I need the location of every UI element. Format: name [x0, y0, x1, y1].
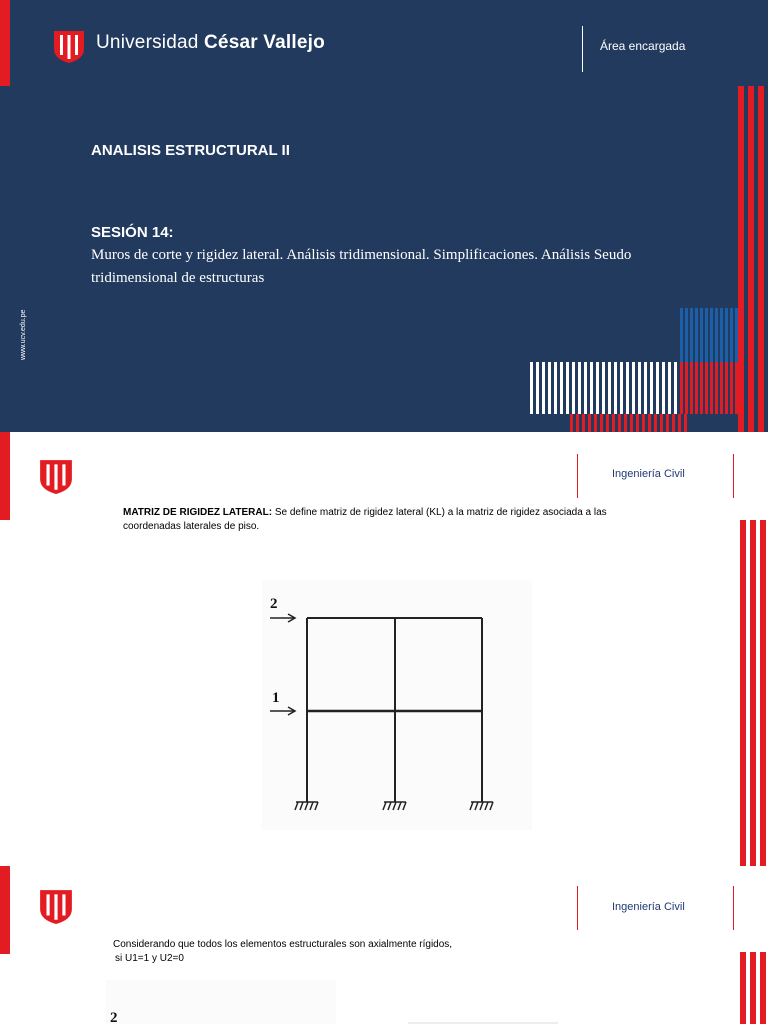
- two-story-frame-figure: [262, 580, 532, 830]
- university-name: [96, 32, 325, 54]
- area-label: Ingeniería Civil: [612, 901, 685, 913]
- decorative-blue-stripes: [680, 308, 738, 362]
- session-description: Muros de corte y rigidez lateral. Análisis tridimensional. Simplificaciones. Análisis Seudo tridimensional de estructuras: [91, 247, 632, 286]
- decorative-red-stripes-bottom: [570, 414, 690, 432]
- assumption-line-1: Considerando que todos los elementos estructurales son axialmente rígidos,: [113, 939, 453, 950]
- header-divider-left: [577, 454, 578, 498]
- course-title: ANALISIS ESTRUCTURAL II: [91, 142, 290, 159]
- definition-heading: MATRIZ DE RIGIDEZ LATERAL:: [123, 507, 273, 518]
- decorative-white-stripes: [530, 362, 680, 414]
- header-divider-left: [577, 886, 578, 930]
- title-slide: [0, 0, 768, 432]
- coordinate-label-2: 2: [110, 1010, 118, 1024]
- frame-figure-partial: [106, 980, 336, 1024]
- definition-body: Se define matriz de rigidez lateral (KL) a la matriz de rigidez asociada a las coordenadas laterales de piso.: [123, 507, 607, 532]
- brand-regular: Universidad: [96, 32, 205, 53]
- left-accent-bar: [0, 866, 10, 954]
- coordinate-label-2: 2: [270, 596, 278, 612]
- content-slide-lateral-stiffness: [0, 432, 768, 866]
- decorative-red-stripes-right: [740, 520, 768, 866]
- left-accent-bar: [0, 0, 10, 86]
- area-label: Área encargada: [600, 39, 686, 53]
- website-url: www.ucv.edu.pe: [20, 309, 27, 360]
- header-divider-right: [733, 886, 734, 930]
- ucv-logo-icon: [52, 29, 86, 63]
- ucv-logo-icon: [38, 888, 74, 924]
- area-label: Ingeniería Civil: [612, 468, 685, 480]
- assumption-line-2: si U1=1 y U2=0: [115, 953, 184, 964]
- header-divider: [582, 26, 583, 72]
- coordinate-label-1: 1: [272, 690, 280, 706]
- assumption-text: [113, 938, 533, 966]
- decorative-red-stripes-right: [740, 952, 768, 1024]
- definition-text: [123, 506, 663, 534]
- left-accent-bar: [0, 432, 10, 520]
- header-divider-right: [733, 454, 734, 498]
- ucv-logo-icon: [38, 458, 74, 494]
- session-title: SESIÓN 14:: [91, 224, 174, 241]
- content-slide-axial-rigid: [0, 866, 768, 1024]
- brand-bold: César Vallejo: [204, 32, 325, 53]
- decorative-red-stripes-middle: [680, 362, 738, 414]
- decorative-red-stripes-right: [738, 86, 768, 432]
